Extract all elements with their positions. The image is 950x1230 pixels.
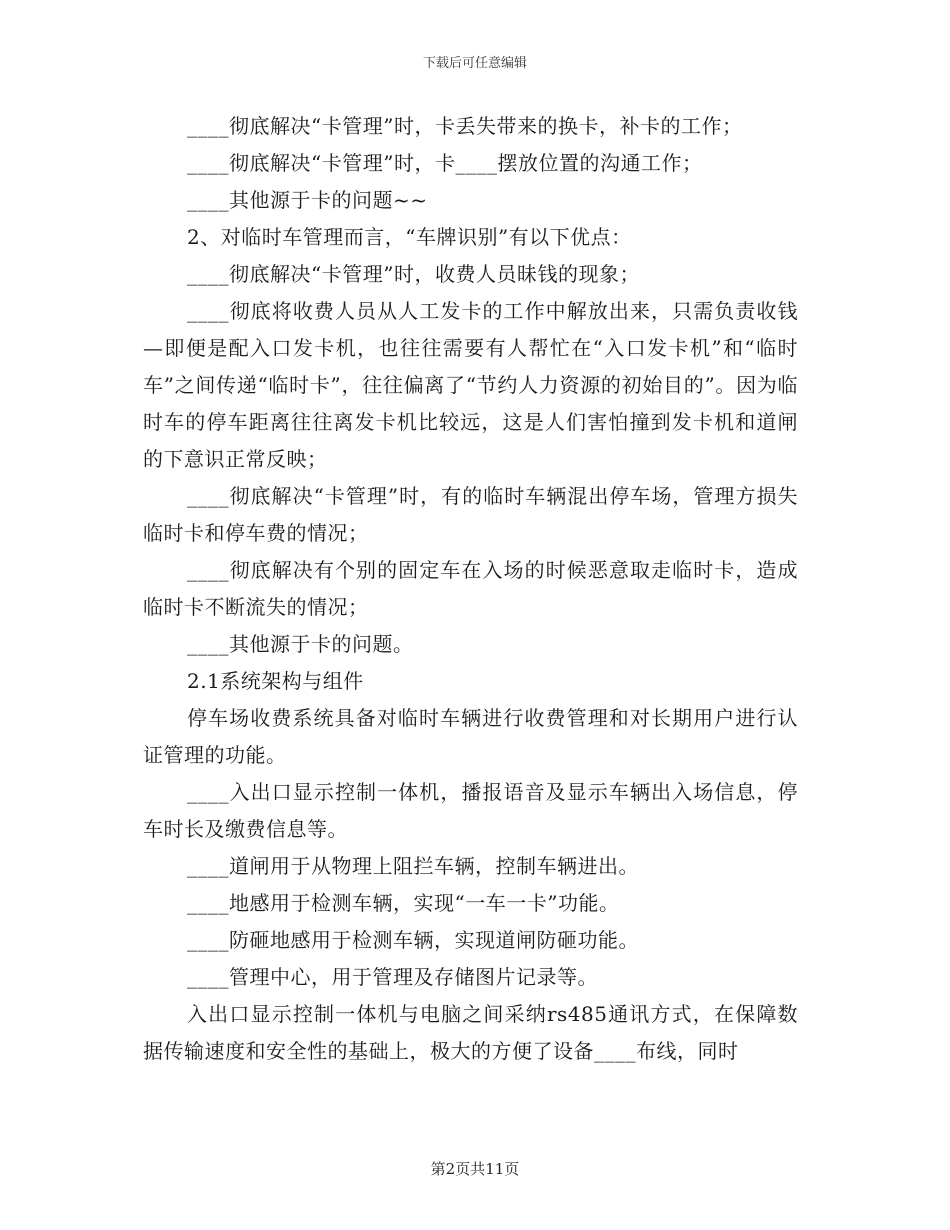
- paragraph-6: ____彻底解决“卡管理”时，有的临时车辆混出停车场，管理方损失临时卡和停车费的情况；: [143, 484, 798, 545]
- paragraph-1: ____彻底解决“卡管理”时，卡丢失带来的换卡，补卡的工作；: [187, 114, 743, 138]
- paragraph-14: ____管理中心，用于管理及存储图片记录等。: [187, 965, 598, 989]
- page-header: 下载后可任意编辑: [422, 56, 527, 71]
- paragraph-10: ____入出口显示控制一体机，播报语音及显示车辆出入场信息，停车时长及缴费信息等。: [143, 780, 798, 841]
- paragraph-15: 入出口显示控制一体机与电脑之间采纳rs485通讯方式，在保障数据传输速度和安全性的基础上，极大的方便了设备____布线，同时: [143, 1002, 798, 1063]
- paragraph-4: ____彻底解决“卡管理”时，收费人员昧钱的现象；: [187, 262, 640, 286]
- paragraph-9: 停车场收费系统具备对临时车辆进行收费管理和对长期用户进行认证管理的功能。: [143, 706, 798, 767]
- section-heading-2-1: 2.1系统架构与组件: [187, 669, 364, 693]
- paragraph-13: ____防砸地感用于检测车辆，实现道闸防砸功能。: [187, 928, 639, 952]
- section-heading-2: 2、对临时车管理而言，“车牌识别”有以下优点：: [187, 225, 632, 249]
- paragraph-2: ____彻底解决“卡管理”时，卡____摆放位置的沟通工作；: [187, 151, 703, 175]
- paragraph-11: ____道闸用于从物理上阻拦车辆，控制车辆进出。: [187, 854, 639, 878]
- paragraph-7: ____彻底解决有个别的固定车在入场的时候恶意取走临时卡，造成临时卡不断流失的情况；: [143, 558, 798, 619]
- paragraph-3: ____其他源于卡的问题~~: [187, 188, 428, 212]
- paragraph-12: ____地感用于检测车辆，实现“一车一卡”功能。: [187, 891, 620, 915]
- page-footer: 第2页共11页: [430, 1160, 520, 1178]
- paragraph-5: ____彻底将收费人员从人工发卡的工作中解放出来，只需负责收钱—即便是配入口发卡机，也往往需要有人帮忙在“入口发卡机”和“临时车”之间传递“临时卡”，往往偏离了“节约人力资源的初始目的”。因为临时车的停车距离往往离发卡机比较远，这是人们害怕撞到发卡机和道闸的下意识正常反映；: [143, 299, 798, 471]
- paragraph-8: ____其他源于卡的问题。: [187, 632, 414, 656]
- document-body: [143, 108, 798, 1070]
